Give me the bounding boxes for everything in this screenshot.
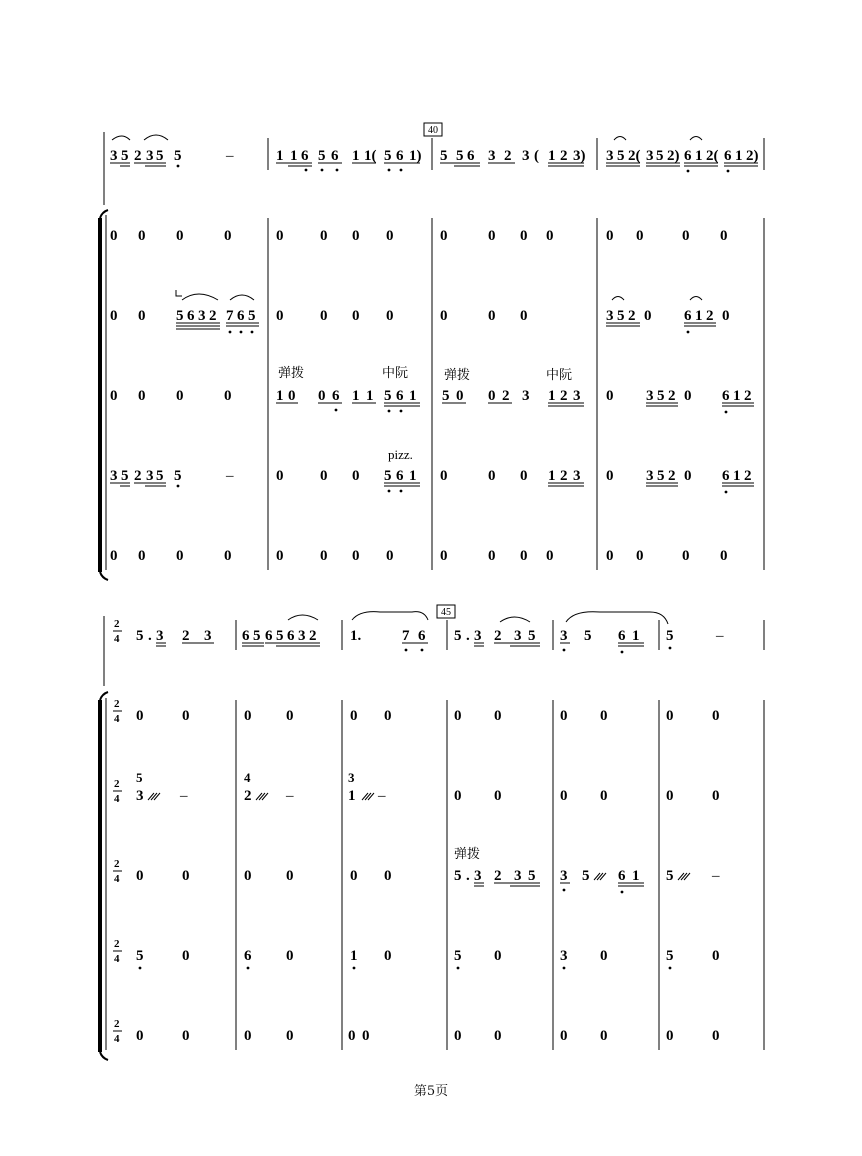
svg-text:.: . xyxy=(466,628,470,644)
staff-6-b xyxy=(136,1028,720,1044)
svg-text:1: 1 xyxy=(548,148,556,164)
svg-text:0: 0 xyxy=(440,228,448,244)
svg-text:3: 3 xyxy=(560,868,568,884)
svg-text:1(: 1( xyxy=(364,148,377,164)
svg-text:0: 0 xyxy=(682,228,690,244)
svg-text:1: 1 xyxy=(366,388,374,404)
svg-text:0: 0 xyxy=(488,308,496,324)
svg-text:6: 6 xyxy=(467,148,475,164)
svg-text:1: 1 xyxy=(695,308,703,324)
svg-text:0: 0 xyxy=(520,228,528,244)
svg-text:0: 0 xyxy=(384,868,392,884)
svg-text:5: 5 xyxy=(666,868,674,884)
svg-text:3): 3) xyxy=(573,148,586,164)
svg-text:4: 4 xyxy=(114,633,120,645)
svg-text:0: 0 xyxy=(136,1028,144,1044)
svg-text:0: 0 xyxy=(560,1028,568,1044)
svg-text:0: 0 xyxy=(494,708,502,724)
svg-text:5: 5 xyxy=(666,628,674,644)
svg-text:6: 6 xyxy=(237,308,245,324)
svg-text:5: 5 xyxy=(136,948,144,964)
svg-text:0: 0 xyxy=(712,948,720,964)
svg-text:1): 1) xyxy=(409,148,422,164)
staff-2-b xyxy=(136,708,720,724)
svg-text:0: 0 xyxy=(520,308,528,324)
svg-text:4: 4 xyxy=(244,770,251,785)
svg-text:0: 0 xyxy=(644,308,652,324)
svg-text:0: 0 xyxy=(138,228,146,244)
svg-text:2: 2 xyxy=(209,308,217,324)
svg-text:1: 1 xyxy=(348,788,356,804)
svg-text:6: 6 xyxy=(396,148,404,164)
svg-text:6: 6 xyxy=(722,468,730,484)
svg-text:(: ( xyxy=(534,148,539,164)
svg-text:0: 0 xyxy=(110,388,118,404)
svg-text:.: . xyxy=(466,868,470,884)
svg-text:0: 0 xyxy=(286,1028,294,1044)
svg-text:2: 2 xyxy=(114,778,120,790)
svg-text:0: 0 xyxy=(546,548,554,564)
svg-text:0: 0 xyxy=(182,948,190,964)
svg-text:6: 6 xyxy=(331,148,339,164)
svg-text:0: 0 xyxy=(454,1028,462,1044)
staff-3-b xyxy=(136,770,720,804)
annotation-tanbo-2: 弹拨 xyxy=(444,367,471,382)
svg-text:0: 0 xyxy=(456,388,464,404)
svg-text:0: 0 xyxy=(224,548,232,564)
svg-text:1: 1 xyxy=(409,468,417,484)
rehearsal-mark-40 xyxy=(424,123,442,136)
svg-text:3: 3 xyxy=(156,628,164,644)
svg-text:0: 0 xyxy=(320,228,328,244)
svg-text:5: 5 xyxy=(617,148,625,164)
svg-text:5: 5 xyxy=(276,628,284,644)
svg-text:2: 2 xyxy=(706,308,714,324)
annotation-zhongruan: 中阮 xyxy=(382,365,409,380)
svg-text:2: 2 xyxy=(114,858,120,870)
svg-text:0: 0 xyxy=(600,948,608,964)
svg-text:6: 6 xyxy=(618,628,626,644)
svg-text:0: 0 xyxy=(712,708,720,724)
svg-text:0: 0 xyxy=(224,228,232,244)
svg-text:0: 0 xyxy=(488,388,496,404)
svg-text:5: 5 xyxy=(176,308,184,324)
svg-text:5: 5 xyxy=(174,148,182,164)
svg-text:4: 4 xyxy=(114,873,120,885)
svg-text:3: 3 xyxy=(514,868,522,884)
svg-text:1: 1 xyxy=(735,148,743,164)
svg-text:0: 0 xyxy=(636,228,644,244)
svg-text:2: 2 xyxy=(502,388,510,404)
svg-text:0: 0 xyxy=(384,708,392,724)
svg-text:0: 0 xyxy=(110,548,118,564)
svg-text:0: 0 xyxy=(224,388,232,404)
svg-text:0: 0 xyxy=(182,708,190,724)
svg-text:0: 0 xyxy=(386,228,394,244)
svg-text:0: 0 xyxy=(176,228,184,244)
svg-text:6: 6 xyxy=(242,628,250,644)
svg-text:6: 6 xyxy=(724,148,732,164)
svg-text:0: 0 xyxy=(560,788,568,804)
svg-text:2: 2 xyxy=(628,308,636,324)
svg-text:3: 3 xyxy=(522,388,530,404)
svg-text:2): 2) xyxy=(746,148,759,164)
svg-text:1: 1 xyxy=(733,388,741,404)
svg-text:0: 0 xyxy=(454,788,462,804)
svg-text:5: 5 xyxy=(248,308,256,324)
svg-text:0: 0 xyxy=(494,788,502,804)
svg-text:0: 0 xyxy=(110,228,118,244)
svg-text:5: 5 xyxy=(121,148,129,164)
svg-text:6: 6 xyxy=(418,628,426,644)
system-1 xyxy=(100,123,764,580)
svg-text:3: 3 xyxy=(488,148,496,164)
dash: – xyxy=(226,468,234,484)
svg-text:7: 7 xyxy=(402,628,410,644)
svg-text:2: 2 xyxy=(134,148,142,164)
svg-text:5: 5 xyxy=(582,868,590,884)
svg-text:5: 5 xyxy=(440,148,448,164)
svg-text:0: 0 xyxy=(712,1028,720,1044)
svg-text:0: 0 xyxy=(606,468,614,484)
svg-text:0: 0 xyxy=(138,388,146,404)
svg-text:0: 0 xyxy=(712,788,720,804)
svg-text:0: 0 xyxy=(244,868,252,884)
svg-text:2: 2 xyxy=(244,788,252,804)
svg-text:5: 5 xyxy=(156,148,164,164)
rehearsal-mark-label-2: 45 xyxy=(441,607,451,618)
svg-text:1: 1 xyxy=(350,948,358,964)
svg-text:2: 2 xyxy=(560,388,568,404)
svg-text:5: 5 xyxy=(657,388,665,404)
svg-text:5: 5 xyxy=(136,628,144,644)
svg-text:0: 0 xyxy=(440,308,448,324)
svg-text:2(: 2( xyxy=(706,148,719,164)
svg-text:–: – xyxy=(716,628,724,644)
svg-text:5: 5 xyxy=(156,468,164,484)
svg-text:0: 0 xyxy=(494,1028,502,1044)
staff-4-b xyxy=(136,846,720,893)
svg-text:0: 0 xyxy=(138,548,146,564)
svg-text:0: 0 xyxy=(720,228,728,244)
svg-text:0: 0 xyxy=(600,708,608,724)
page-number: 第5页 xyxy=(413,1084,449,1099)
svg-text:0: 0 xyxy=(600,1028,608,1044)
svg-text:3: 3 xyxy=(560,948,568,964)
svg-text:6: 6 xyxy=(618,868,626,884)
svg-text:3: 3 xyxy=(474,868,482,884)
svg-text:0: 0 xyxy=(666,788,674,804)
svg-text:3: 3 xyxy=(198,308,206,324)
svg-text:5: 5 xyxy=(384,468,392,484)
svg-text:2: 2 xyxy=(114,698,120,710)
svg-text:1: 1 xyxy=(548,468,556,484)
svg-text:2: 2 xyxy=(560,468,568,484)
svg-text:0: 0 xyxy=(320,308,328,324)
svg-text:5: 5 xyxy=(384,388,392,404)
svg-text:0: 0 xyxy=(244,708,252,724)
svg-text:0: 0 xyxy=(286,708,294,724)
svg-text:0: 0 xyxy=(244,1028,252,1044)
svg-text:4: 4 xyxy=(114,1033,120,1045)
svg-text:6: 6 xyxy=(396,388,404,404)
svg-text:–: – xyxy=(378,788,386,804)
svg-text:3: 3 xyxy=(298,628,306,644)
annotation-tanbo: 弹拨 xyxy=(278,365,305,380)
svg-text:2: 2 xyxy=(504,148,512,164)
svg-text:3: 3 xyxy=(646,468,654,484)
svg-text:3: 3 xyxy=(146,148,154,164)
svg-text:2: 2 xyxy=(744,468,752,484)
svg-text:0: 0 xyxy=(136,708,144,724)
svg-text:3: 3 xyxy=(560,628,568,644)
svg-text:0: 0 xyxy=(276,228,284,244)
staff-6 xyxy=(110,548,728,564)
svg-text:6: 6 xyxy=(684,308,692,324)
svg-text:2: 2 xyxy=(494,868,502,884)
svg-text:1: 1 xyxy=(632,868,640,884)
svg-text:0: 0 xyxy=(606,228,614,244)
svg-text:0: 0 xyxy=(348,1028,356,1044)
svg-text:0: 0 xyxy=(560,708,568,724)
svg-text:0: 0 xyxy=(600,788,608,804)
svg-text:0: 0 xyxy=(136,868,144,884)
svg-text:0: 0 xyxy=(606,388,614,404)
svg-text:0: 0 xyxy=(386,308,394,324)
svg-text:0: 0 xyxy=(288,388,296,404)
svg-text:0: 0 xyxy=(276,308,284,324)
svg-text:0: 0 xyxy=(666,708,674,724)
svg-text:2: 2 xyxy=(744,388,752,404)
svg-text:2: 2 xyxy=(114,618,120,630)
svg-text:3: 3 xyxy=(514,628,522,644)
svg-text:1: 1 xyxy=(409,388,417,404)
svg-text:6: 6 xyxy=(265,628,273,644)
svg-text:6: 6 xyxy=(187,308,195,324)
svg-text:0: 0 xyxy=(286,868,294,884)
svg-text:2: 2 xyxy=(134,468,142,484)
svg-text:0: 0 xyxy=(488,228,496,244)
svg-text:0: 0 xyxy=(684,468,692,484)
svg-text:5: 5 xyxy=(666,948,674,964)
svg-text:0: 0 xyxy=(488,468,496,484)
svg-text:4: 4 xyxy=(114,713,120,725)
svg-text:0: 0 xyxy=(318,388,326,404)
svg-text:0: 0 xyxy=(182,1028,190,1044)
annotation-tanbo-3: 弹拨 xyxy=(454,846,481,861)
svg-text:0: 0 xyxy=(684,388,692,404)
svg-text:5: 5 xyxy=(617,308,625,324)
svg-text:0: 0 xyxy=(110,308,118,324)
svg-text:3: 3 xyxy=(646,148,654,164)
svg-text:0: 0 xyxy=(182,868,190,884)
svg-text:2(: 2( xyxy=(628,148,641,164)
svg-text:0: 0 xyxy=(352,308,360,324)
svg-text:2: 2 xyxy=(668,388,676,404)
svg-text:2: 2 xyxy=(114,1018,120,1030)
staff-3 xyxy=(110,290,730,333)
svg-text:0: 0 xyxy=(350,868,358,884)
svg-text:2: 2 xyxy=(560,148,568,164)
svg-text:0: 0 xyxy=(286,948,294,964)
svg-text:5: 5 xyxy=(318,148,326,164)
svg-text:0: 0 xyxy=(488,548,496,564)
svg-text:3: 3 xyxy=(606,148,614,164)
svg-text:1: 1 xyxy=(276,388,284,404)
barlines-system-1 xyxy=(268,138,764,570)
rehearsal-mark-label: 40 xyxy=(428,125,438,136)
svg-text:0: 0 xyxy=(320,548,328,564)
svg-text:5: 5 xyxy=(136,770,143,785)
svg-text:3: 3 xyxy=(474,628,482,644)
svg-text:0: 0 xyxy=(454,708,462,724)
svg-text:0: 0 xyxy=(546,228,554,244)
svg-text:0: 0 xyxy=(606,548,614,564)
svg-text:0: 0 xyxy=(320,468,328,484)
svg-text:1: 1 xyxy=(632,628,640,644)
svg-text:1: 1 xyxy=(290,148,298,164)
rehearsal-mark-45 xyxy=(437,605,455,618)
svg-text:0: 0 xyxy=(494,948,502,964)
svg-text:1: 1 xyxy=(548,388,556,404)
svg-text:0: 0 xyxy=(352,228,360,244)
svg-text:0: 0 xyxy=(520,468,528,484)
svg-text:5: 5 xyxy=(454,868,462,884)
annotation-pizz: pizz. xyxy=(388,447,413,462)
staff-2 xyxy=(110,228,728,244)
svg-text:–: – xyxy=(180,788,188,804)
svg-text:6: 6 xyxy=(396,468,404,484)
svg-text:5: 5 xyxy=(454,628,462,644)
svg-text:1: 1 xyxy=(352,148,360,164)
svg-text:5: 5 xyxy=(656,148,664,164)
svg-text:5: 5 xyxy=(454,948,462,964)
svg-text:2): 2) xyxy=(667,148,680,164)
svg-text:0: 0 xyxy=(350,708,358,724)
svg-text:3: 3 xyxy=(146,468,154,484)
svg-text:5: 5 xyxy=(528,868,536,884)
svg-text:3: 3 xyxy=(522,148,530,164)
system-2 xyxy=(100,605,764,1060)
svg-text:3: 3 xyxy=(136,788,144,804)
svg-text:0: 0 xyxy=(666,1028,674,1044)
svg-text:5: 5 xyxy=(528,628,536,644)
svg-text:1: 1 xyxy=(733,468,741,484)
svg-text:3: 3 xyxy=(573,468,581,484)
svg-text:6: 6 xyxy=(722,388,730,404)
svg-text:0: 0 xyxy=(176,388,184,404)
staff-1-melody xyxy=(110,135,759,172)
svg-text:2: 2 xyxy=(182,628,190,644)
svg-text:1: 1 xyxy=(352,388,360,404)
svg-text:–: – xyxy=(712,868,720,884)
svg-text:4: 4 xyxy=(114,793,120,805)
svg-text:0: 0 xyxy=(276,468,284,484)
svg-text:0: 0 xyxy=(352,468,360,484)
svg-text:–: – xyxy=(286,788,294,804)
svg-text:5: 5 xyxy=(442,388,450,404)
svg-text:3: 3 xyxy=(348,770,355,785)
svg-text:6: 6 xyxy=(287,628,295,644)
svg-text:6: 6 xyxy=(244,948,252,964)
svg-text:.: . xyxy=(148,628,152,644)
svg-text:6: 6 xyxy=(301,148,309,164)
svg-text:2: 2 xyxy=(668,468,676,484)
svg-text:2: 2 xyxy=(114,938,120,950)
svg-text:0: 0 xyxy=(386,548,394,564)
svg-text:1.: 1. xyxy=(350,628,362,644)
svg-text:0: 0 xyxy=(362,1028,370,1044)
svg-text:3: 3 xyxy=(110,468,118,484)
svg-text:2: 2 xyxy=(494,628,502,644)
svg-text:3: 3 xyxy=(204,628,212,644)
svg-text:0: 0 xyxy=(636,548,644,564)
staff-1-melody-2 xyxy=(136,612,724,654)
svg-text:7: 7 xyxy=(226,308,234,324)
svg-text:1: 1 xyxy=(276,148,284,164)
svg-text:0: 0 xyxy=(176,548,184,564)
svg-text:5: 5 xyxy=(121,468,129,484)
staff-5-b xyxy=(136,948,720,969)
svg-text:2: 2 xyxy=(309,628,317,644)
svg-text:1: 1 xyxy=(695,148,703,164)
svg-text:0: 0 xyxy=(138,308,146,324)
svg-text:0: 0 xyxy=(384,948,392,964)
svg-text:6: 6 xyxy=(332,388,340,404)
svg-text:0: 0 xyxy=(440,548,448,564)
svg-text:3: 3 xyxy=(110,148,118,164)
svg-text:3: 3 xyxy=(606,308,614,324)
svg-text:0: 0 xyxy=(352,548,360,564)
svg-text:3: 3 xyxy=(646,388,654,404)
svg-text:–: – xyxy=(226,148,234,164)
svg-text:3: 3 xyxy=(573,388,581,404)
svg-text:0: 0 xyxy=(440,468,448,484)
svg-text:0: 0 xyxy=(276,548,284,564)
annotation-zhongruan-2: 中阮 xyxy=(546,367,573,382)
svg-text:0: 0 xyxy=(520,548,528,564)
time-signatures xyxy=(113,618,122,1045)
svg-text:0: 0 xyxy=(682,548,690,564)
svg-text:5: 5 xyxy=(584,628,592,644)
svg-text:5: 5 xyxy=(456,148,464,164)
svg-text:5: 5 xyxy=(657,468,665,484)
svg-text:0: 0 xyxy=(722,308,730,324)
svg-text:0: 0 xyxy=(720,548,728,564)
svg-text:4: 4 xyxy=(114,953,120,965)
svg-text:5: 5 xyxy=(253,628,261,644)
svg-text:5: 5 xyxy=(174,468,182,484)
svg-text:5: 5 xyxy=(384,148,392,164)
barlines-system-2 xyxy=(236,620,764,1050)
svg-text:6: 6 xyxy=(684,148,692,164)
